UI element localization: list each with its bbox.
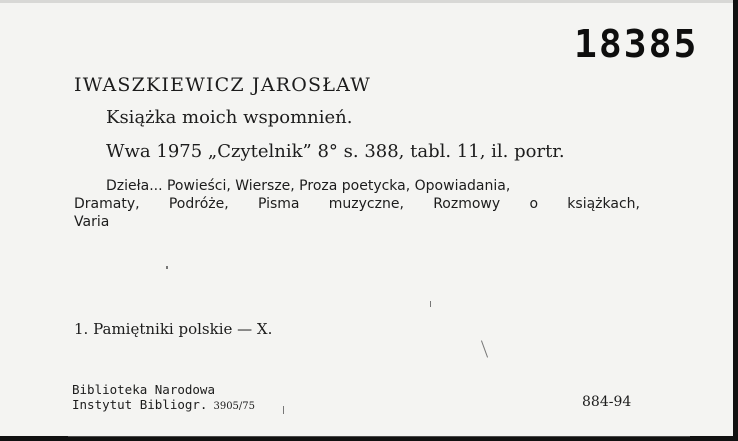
contents-line-1: Dzieła... Powieści, Wiersze, Proza poetycka, Opowiadania, <box>106 178 511 194</box>
institute-line <box>72 397 255 414</box>
institute-ref: 3905/75 <box>213 401 256 412</box>
scan-speck <box>283 406 284 414</box>
contents-word: muzyczne, <box>328 196 404 212</box>
library-name: Biblioteka Narodowa <box>72 382 215 397</box>
contents-line-2 <box>74 195 640 213</box>
scan-speck <box>166 266 168 269</box>
card-number: 884-94 <box>582 394 632 410</box>
scan-edge-top <box>0 0 738 3</box>
scan-speck <box>430 301 431 307</box>
contents-word: Pisma <box>257 196 300 212</box>
library-imprint <box>72 382 255 414</box>
contents-word: Rozmowy <box>433 196 501 212</box>
book-title: Książka moich wspomnień. <box>106 107 353 128</box>
contents-note <box>74 177 640 231</box>
contents-word: książkach, <box>567 196 640 212</box>
author-heading: IWASZKIEWICZ JAROSŁAW <box>74 74 372 96</box>
subject-heading: 1. Pamiętniki polskie — X. <box>74 320 273 338</box>
scan-speck <box>481 340 488 357</box>
scan-edge-right <box>733 0 738 441</box>
contents-word: Podróże, <box>168 196 229 212</box>
accession-number: 18385 <box>574 22 699 66</box>
contents-word: o <box>529 196 539 212</box>
contents-word: Dramaty, <box>74 196 140 212</box>
imprint-line: Wwa 1975 „Czytelnik” 8° s. 388, tabl. 11, il. portr. <box>106 141 565 162</box>
bottom-rule <box>68 436 690 437</box>
institute-name: Instytut Bibliogr. <box>72 397 208 412</box>
contents-line-3: Varia <box>74 214 110 230</box>
